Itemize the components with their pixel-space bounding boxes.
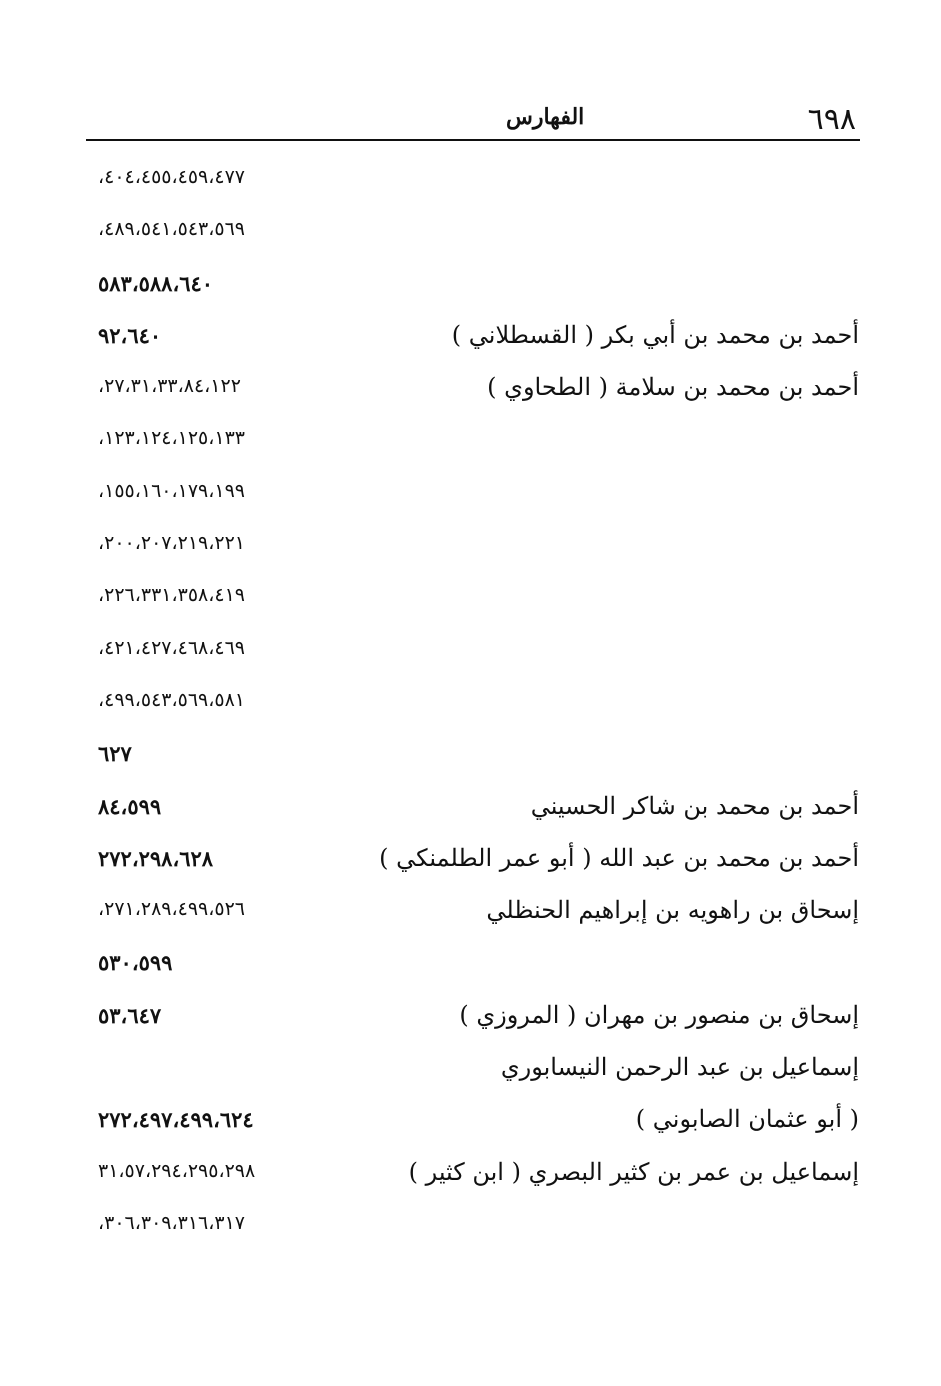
header-rule bbox=[86, 139, 860, 141]
index-row bbox=[0, 942, 941, 994]
entry-pages: ٥٣٠،٥٩٩ bbox=[98, 950, 173, 976]
index-row bbox=[0, 1099, 941, 1151]
index-row bbox=[0, 158, 941, 210]
entry-pages: ٤٩٩،٥٤٣،٥٦٩،٥٨١، bbox=[98, 688, 245, 711]
entry-pages: ٤٨٩،٥٤١،٥٤٣،٥٦٩، bbox=[98, 218, 245, 241]
index-row bbox=[0, 1047, 941, 1099]
entry-name: أحمد بن محمد بن عبد الله ( أبو عمر الطلمنكي ) bbox=[379, 843, 859, 872]
entry-pages: ٢٠٠،٢٠٧،٢١٩،٢٢١، bbox=[98, 532, 245, 555]
entry-pages: ١٢٣،١٢٤،١٢٥،١٣٣، bbox=[98, 427, 245, 450]
entry-pages: ٩٢،٦٤٠ bbox=[98, 322, 162, 348]
entry-name: إسماعيل بن عبد الرحمن النيسابوري bbox=[500, 1053, 859, 1082]
running-title: الفهارس bbox=[506, 104, 585, 130]
index-row bbox=[0, 472, 941, 524]
entry-pages: ٢٢٦،٣٣١،٣٥٨،٤١٩، bbox=[98, 584, 245, 607]
entry-pages: ٥٣،٦٤٧ bbox=[98, 1002, 162, 1028]
index-row bbox=[0, 995, 941, 1047]
index-row bbox=[0, 315, 941, 367]
entry-name: إسماعيل بن عمر بن كثير البصري ( ابن كثير ) bbox=[408, 1157, 859, 1186]
index-entries bbox=[0, 158, 941, 1256]
entry-pages: ٦٢٧ bbox=[98, 741, 132, 767]
entry-pages: ٤٢١،٤٢٧،٤٦٨،٤٦٩، bbox=[98, 636, 245, 659]
index-row bbox=[0, 576, 941, 628]
page-number: ٦٩٨ bbox=[807, 102, 856, 137]
index-row bbox=[0, 524, 941, 576]
entry-pages: ٨٤،٥٩٩ bbox=[98, 793, 162, 819]
index-row bbox=[0, 681, 941, 733]
entry-name: إسحاق بن راهويه بن إبراهيم الحنظلي bbox=[486, 896, 859, 925]
index-row bbox=[0, 1204, 941, 1256]
entry-pages: ٢٧١،٢٨٩،٤٩٩،٥٢٦، bbox=[98, 898, 245, 921]
entry-name: أحمد بن محمد بن أبي بكر ( القسطلاني ) bbox=[451, 320, 859, 349]
entry-pages: ٢٧٢،٢٩٨،٦٢٨ bbox=[98, 845, 214, 871]
entry-pages: ٥٨٣،٥٨٨،٦٤٠ bbox=[98, 270, 214, 296]
entry-pages: ١٥٥،١٦٠،١٧٩،١٩٩، bbox=[98, 479, 245, 502]
entry-pages: ٢٧،٣١،٣٣،٨٤،١٢٢، bbox=[98, 375, 241, 398]
entry-pages: ٣٠٦،٣٠٩،٣١٦،٣١٧، bbox=[98, 1211, 245, 1234]
index-row bbox=[0, 786, 941, 838]
index-row bbox=[0, 210, 941, 262]
entry-pages: ٣١،٥٧،٢٩٤،٢٩٥،٢٩٨ bbox=[98, 1159, 256, 1182]
entry-pages: ٤٠٤،٤٥٥،٤٥٩،٤٧٧، bbox=[98, 166, 245, 188]
entry-name: ( أبو عثمان الصابوني ) bbox=[635, 1105, 859, 1134]
index-row bbox=[0, 263, 941, 315]
index-row bbox=[0, 629, 941, 681]
index-row bbox=[0, 1152, 941, 1204]
index-row bbox=[0, 733, 941, 785]
page-header bbox=[86, 96, 860, 142]
entry-name: أحمد بن محمد بن شاكر الحسيني bbox=[530, 791, 859, 820]
entry-name: إسحاق بن منصور بن مهران ( المروزي ) bbox=[459, 1000, 859, 1029]
entry-pages: ٢٧٢،٤٩٧،٤٩٩،٦٢٤ bbox=[98, 1107, 254, 1133]
index-row bbox=[0, 419, 941, 471]
index-row bbox=[0, 838, 941, 890]
entry-name: أحمد بن محمد بن سلامة ( الطحاوي ) bbox=[487, 373, 859, 402]
index-row bbox=[0, 367, 941, 419]
index-row bbox=[0, 890, 941, 942]
